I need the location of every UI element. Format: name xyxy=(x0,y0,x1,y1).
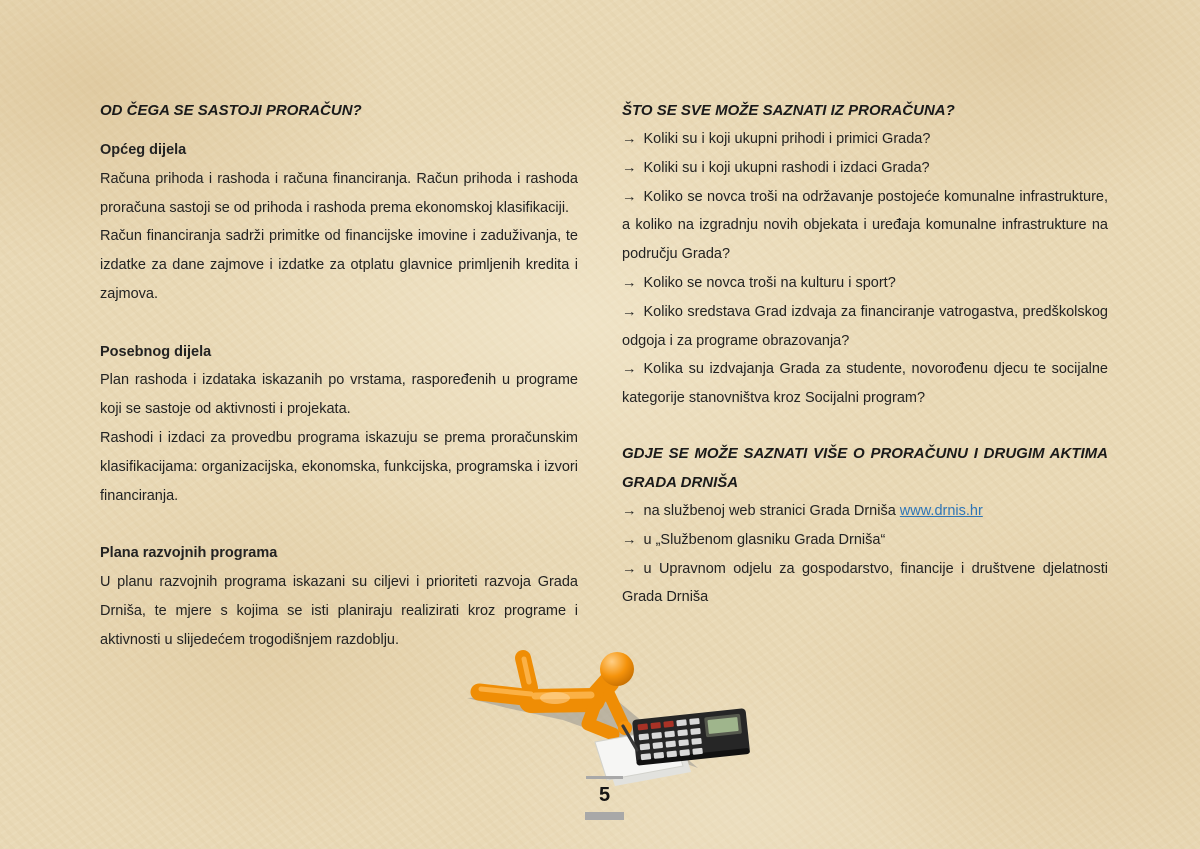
question-item xyxy=(622,298,1108,356)
section-title: Općeg dijela xyxy=(100,142,187,158)
drnis-website-link[interactable]: www.drnis.hr xyxy=(899,502,983,519)
left-column-heading: OD ČEGA SE SASTOJI PRORAČUN? xyxy=(100,102,362,119)
arrow-bullet-icon: → xyxy=(622,274,637,291)
arrow-bullet-icon: → xyxy=(622,131,637,147)
arrow-bullet-icon: → xyxy=(622,361,637,378)
question-text: Kolika su izdvajanja Grada za studente, novorođenu djecu te socijalne kategorije stanovništva kroz Socijalni program? xyxy=(622,361,1108,407)
source-item xyxy=(622,497,1108,526)
source-text: u Upravnom odjelu za gospodarstvo, financije i društvene djelatnosti Grada Drniša xyxy=(622,560,1108,606)
question-item xyxy=(622,154,1108,183)
arrow-bullet-icon: → xyxy=(622,303,637,320)
question-text: Koliki su i koji ukupni rashodi i izdaci Grada? xyxy=(643,159,930,176)
right-column-heading: ŠTO SE SVE MOŽE SAZNATI IZ PRORAČUNA? xyxy=(622,102,955,119)
right-column xyxy=(622,96,1108,612)
question-text: Koliko se novca troši na održavanje postojeće komunalne infrastrukture, a koliko na izgradnju novih objekata i uređaja komunalne infrastrukture na području Grada? xyxy=(622,188,1108,263)
source-item xyxy=(622,555,1108,613)
question-text: Koliko sredstava Grad izdvaja za financiranje vatrogastva, predškolskog odgoja i za programe obrazovanja? xyxy=(622,303,1108,349)
source-text: na službenoj web stranici Grada Drniša xyxy=(643,502,900,519)
question-item xyxy=(622,125,1108,154)
figure-head xyxy=(600,652,634,686)
where-to-learn-more-heading: GDJE SE MOŽE SAZNATI VIŠE O PRORAČUNU I DRUGIM AKTIMA GRADA DRNIŠA xyxy=(622,444,1108,491)
arrow-bullet-icon: → xyxy=(622,188,637,205)
figure-with-calculator-illustration xyxy=(455,636,760,788)
section-title: Posebnog dijela xyxy=(100,343,212,360)
arrow-bullet-icon: → xyxy=(622,531,637,548)
source-item xyxy=(622,526,1108,555)
question-item xyxy=(622,355,1108,413)
page-number: 5 xyxy=(598,784,611,806)
page-number-rule-bottom xyxy=(585,812,624,820)
arrow-bullet-icon: → xyxy=(622,560,637,577)
question-text: Koliki su i koji ukupni prihodi i primici Grada? xyxy=(643,131,931,147)
source-text: u „Službenom glasniku Grada Drniša“ xyxy=(643,531,886,548)
paragraph: Plan rashoda i izdataka iskazanih po vrstama, raspoređenih u programe koji se sastoje od aktivnosti i projekata. xyxy=(100,372,578,418)
paragraph: Račun financiranja sadrži primitke od financijske imovine i zaduživanja, te izdatke za dane zajmove i izdatke za otplatu glavnice primljenih kredita i zajmova. xyxy=(100,228,578,302)
torso-highlight xyxy=(540,692,570,704)
paragraph: U planu razvojnih programa iskazani su ciljevi i prioriteti razvoja Grada Drniša, te mjere s kojima se isti planiraju realizirati kroz programe i aktivnosti u slijedećem trogodišnjem razdoblju. xyxy=(100,573,578,648)
arrow-bullet-icon: → xyxy=(622,502,637,519)
section-title: Plana razvojnih programa xyxy=(100,545,278,562)
section-posebnog-dijela xyxy=(100,338,578,511)
question-item xyxy=(622,183,1108,269)
paragraph: Rashodi i izdaci za provedbu programa iskazuju se prema proračunskim klasifikacijama: organizacijska, ekonomska, funkcijska, programska i izvori financiranja. xyxy=(100,429,578,504)
question-item xyxy=(622,269,1108,298)
left-column xyxy=(100,96,578,654)
page-number-rule-top xyxy=(586,776,623,779)
question-text: Koliko se novca troši na kulturu i sport? xyxy=(643,274,896,291)
calculator xyxy=(632,708,750,766)
page-number-block xyxy=(585,776,624,820)
arrow-bullet-icon: → xyxy=(622,159,637,176)
section-opceg-dijela xyxy=(100,136,578,309)
paragraph: Računa prihoda i rashoda i računa financiranja. Račun prihoda i rashoda proračuna sastoji se od prihoda i rashoda prema ekonomskoj klasifikaciji. xyxy=(100,170,578,216)
